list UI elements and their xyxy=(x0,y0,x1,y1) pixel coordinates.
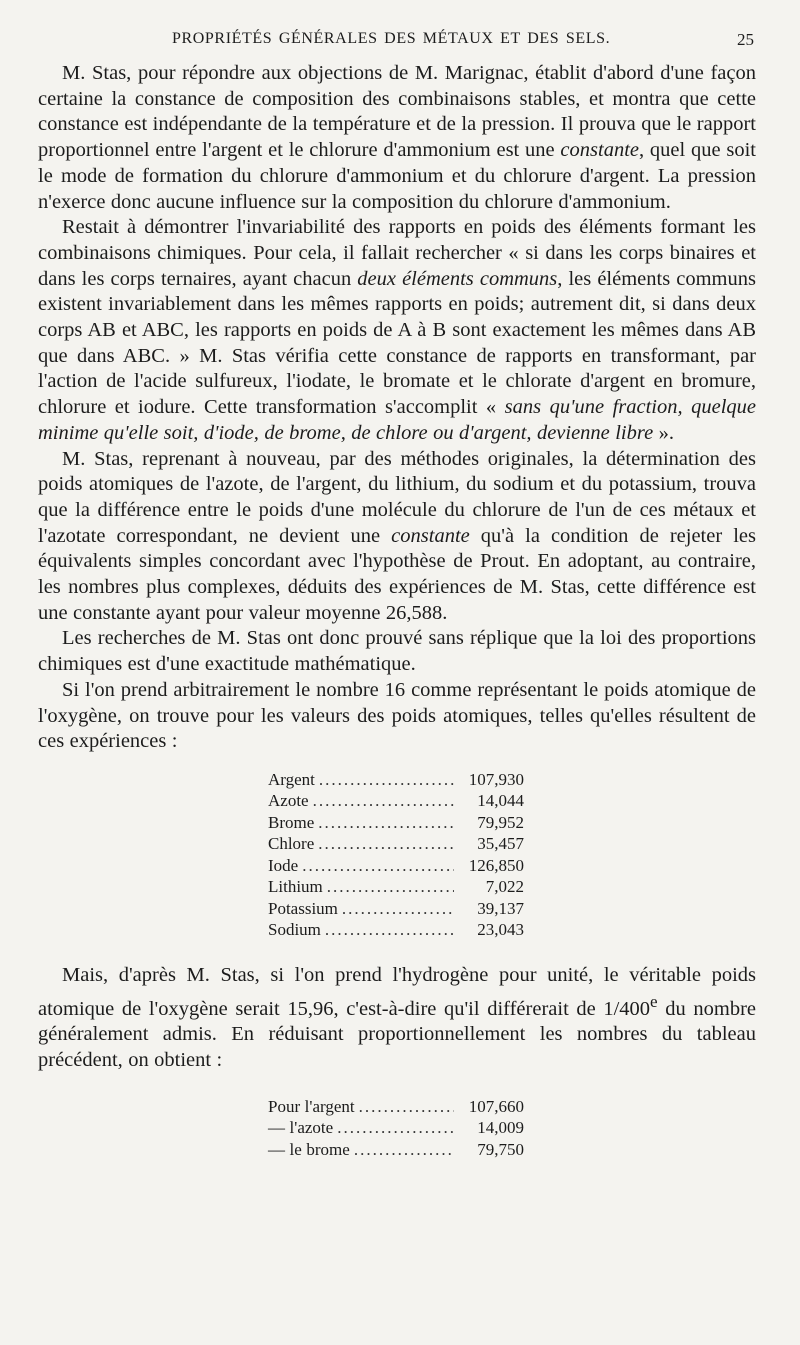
table-row: Chlore ..... 35,457 xyxy=(268,833,524,855)
paragraph-5: Si l'on prend arbitrairement le nombre 16 comme représentant le poids atomique de l'oxygène, on trouve pour les valeurs des poids atomiques, telles qu'elles résultent de ces expériences : xyxy=(38,678,756,753)
running-header xyxy=(62,30,754,56)
running-title: PROPRIÉTÉS GÉNÉRALES DES MÉTAUX ET DES SELS. xyxy=(172,30,611,47)
p3-text-a: M. Stas, reprenant à nouveau, par des méthodes originales, la détermination des poids atomiques de l'azote, de l'argent, du lithium, du sodium et du potassium, trouva que la différence entre le poids d'une molécule du chlorure de l'un de ces métaux et l'azotate correspondant, ne devient une xyxy=(38,447,756,547)
body-text xyxy=(38,61,756,1160)
p6-text-b: du nombre généralement admis. En réduisant proportionnellement les nombres du tableau précédent, on obtient : xyxy=(38,997,756,1071)
p2-text-b: , les éléments communs existent invariablement dans les mêmes rapports en poids; autrement dit, si dans deux corps AB et ABC, les rapports en poids de A à B sont exactement les mêmes dans AB que dans ABC. » M. Stas vérifia cette constance de rapports en transformant, par l'action de l'acide sulfureux, l'iodate, le bromate et le chlorate d'argent en bromure, chlorure et iodure. Cette transformation s'accomplit « xyxy=(38,267,756,419)
p2-emphasis-2: sans qu'une fraction, quelque minime qu'elle soit, d'iode, de brome, de chlore ou d'argent, devienne libre xyxy=(38,396,756,444)
table-row: Potassium ..... 39,137 xyxy=(268,898,524,920)
p2-text-a: Restait à démontrer l'invariabilité des rapports en poids des éléments formant les combinaisons chimiques. Pour cela, il fallait rechercher « si dans les corps binaires et dans les corps ternaires, ayant chacun xyxy=(38,216,756,290)
table-row: Pour l'argent ..... 107,660 xyxy=(268,1096,524,1118)
table-row: Lithium ..... 7,022 xyxy=(268,876,524,898)
atomic-weights-table-o16 xyxy=(268,769,524,941)
table-row: Iode ..... 126,850 xyxy=(268,855,524,877)
p1-text-end: , quel que soit le mode de formation du chlorure d'ammonium et du chlorure d'argent. La pression n'exerce donc aucune influence sur la composition du chlorure d'ammonium. xyxy=(38,139,756,213)
table-row: — le brome ..... 79,750 xyxy=(268,1139,524,1161)
p2-text-c: ». xyxy=(653,421,674,444)
table-row: Brome ..... 79,952 xyxy=(268,812,524,834)
p1-emphasis: constante xyxy=(560,139,639,162)
p3-text-b: qu'à la condition de rejeter les équivalents simples concordant avec l'hypothèse de Prout. En adoptant, au contraire, les nombres plus complexes, déduits des expériences de M. Stas, cette différence est une constante ayant pour valeur moyenne 26,588. xyxy=(38,524,756,624)
table-row: — l'azote ..... 14,009 xyxy=(268,1117,524,1139)
p1-text: M. Stas, pour répondre aux objections de M. Marignac, établit d'abord d'une façon certaine la constance de composition des combinaisons stables, et montra que cette constance est indépendante de la température et de la pression. Il prouva que le rapport proportionnel entre l'argent et le chlorure d'ammonium est une xyxy=(38,62,756,162)
paragraph-1 xyxy=(38,61,756,215)
table-row: Azote ..... 14,044 xyxy=(268,790,524,812)
p2-emphasis: deux éléments communs xyxy=(357,267,558,290)
p3-emphasis: constante xyxy=(391,524,470,547)
paragraph-6 xyxy=(38,963,756,1074)
paragraph-4: Les recherches de M. Stas ont donc prouvé sans réplique que la loi des proportions chimiques est d'une exactitude mathématique. xyxy=(38,627,756,676)
atomic-weights-table-h1 xyxy=(268,1096,524,1161)
page-number: 25 xyxy=(737,30,754,49)
paragraph-2 xyxy=(38,215,756,446)
p6-text-a: Mais, d'après M. Stas, si l'on prend l'hydrogène pour unité, le véritable poids atomique de l'oxygène serait 15,96, c'est-à-dire qu'il différerait de 1/400 xyxy=(38,963,756,1020)
p6-superscript: e xyxy=(650,991,658,1011)
paragraph-3 xyxy=(38,447,756,627)
table-row: Argent ..... 107,930 xyxy=(268,769,524,791)
table-row: Sodium ..... 23,043 xyxy=(268,919,524,941)
